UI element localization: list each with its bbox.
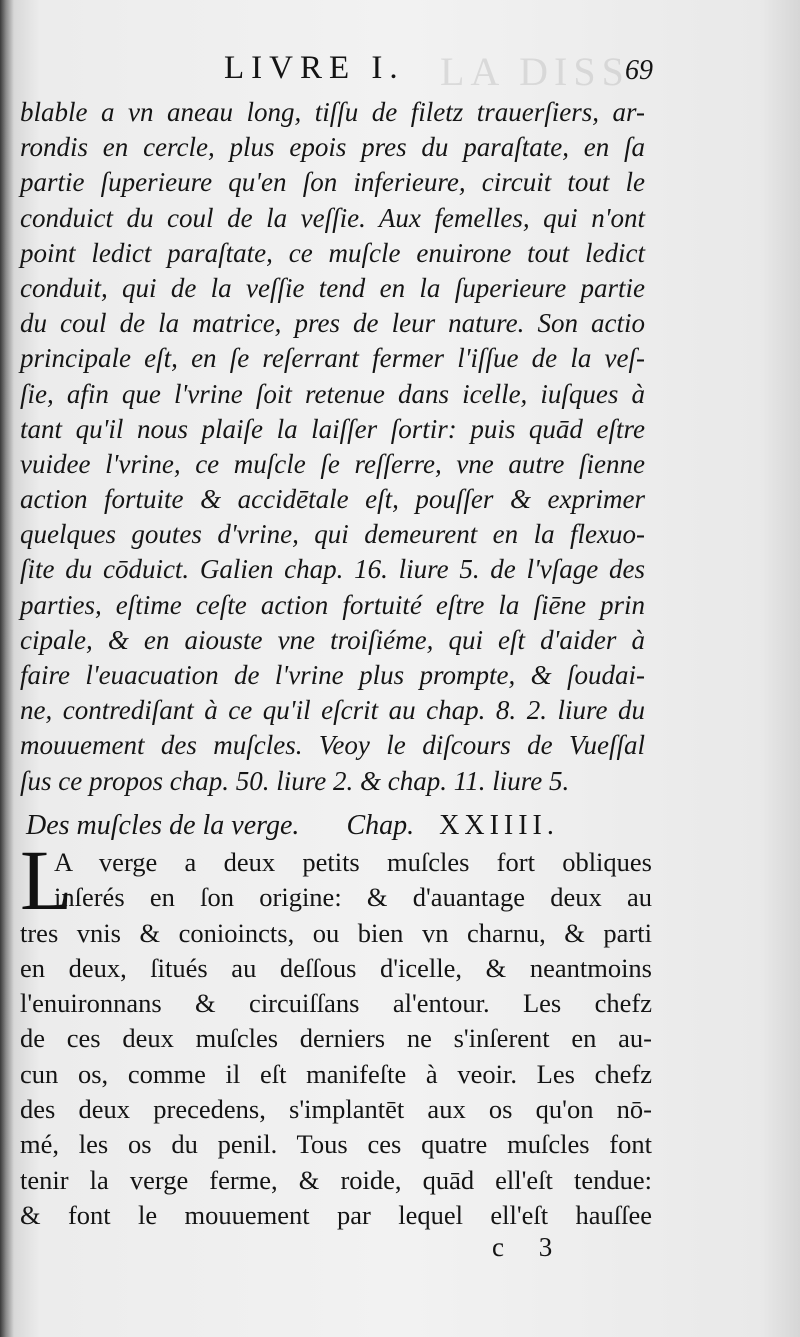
running-title: LIVRE I. bbox=[224, 50, 405, 86]
text-line: partie ſuperieure qu'en ſon inferieure, circuit tout le bbox=[20, 167, 645, 198]
text-line: blable a vn aneau long, tiſſu de filetz trauerſiers, ar- bbox=[20, 97, 645, 127]
bleed-through-text: LA DISS bbox=[440, 49, 630, 94]
text-line: faire l'euacuation de l'vrine plus prompte, & ſoudai- bbox=[20, 660, 645, 690]
body-line: A verge a deux petits muſcles fort obliques bbox=[54, 847, 652, 877]
italic-paragraph bbox=[20, 95, 645, 799]
text-line: ne, contrediſant à ce qu'il eſcrit au chap. 8. 2. liure du bbox=[20, 695, 645, 726]
text-line: action fortuite & accidētale eſt, pouſſer & exprimer bbox=[20, 484, 645, 515]
text-line: conduit, qui de la veſſie tend en la ſuperieure partie bbox=[20, 272, 645, 303]
text-line: cipale, & en aiouste vne troiſiéme, qui eſt d'aider à bbox=[20, 624, 645, 655]
body-line: de ces deux muſcles derniers ne s'inſerent en au- bbox=[20, 1023, 652, 1054]
body-line: l'enuironnans & circuiſſans al'entour. Les chefz bbox=[20, 988, 652, 1019]
body-line: tres vnis & conioincts, ou bien vn charnu, & parti bbox=[20, 917, 652, 948]
chapter-number: XXIIII. bbox=[439, 810, 559, 841]
body-line: des deux precedens, s'implantēt aux os qu'on nō- bbox=[20, 1094, 652, 1125]
signature-mark: c 3 bbox=[492, 1232, 567, 1262]
body-line: tenir la verge ferme, & roide, quād ell'eſt tendue: bbox=[20, 1164, 652, 1195]
body-paragraph bbox=[20, 845, 652, 1233]
text-line: rondis en cercle, plus epois pres du paraſtate, en ſa bbox=[20, 132, 645, 163]
text-line: principale eſt, en ſe reſerrant fermer l'iſſue de la veſ- bbox=[20, 343, 645, 374]
body-line: en deux, ſitués au deſſous d'icelle, & neantmoins bbox=[20, 952, 652, 983]
body-line: & font le mouuement par lequel ell'eſt hauſſee bbox=[20, 1199, 652, 1230]
body-line: mé, les os du penil. Tous ces quatre muſcles font bbox=[20, 1129, 652, 1160]
text-line: ſie, afin que l'vrine ſoit retenue dans icelle, iuſques à bbox=[20, 378, 645, 409]
text-line: parties, eſtime ceſte action fortuité eſtre la ſiēne prin bbox=[20, 589, 645, 620]
chapter-label: Chap. bbox=[346, 810, 415, 841]
body-line: cun os, comme il eſt manifeſte à veoir. Les chefz bbox=[20, 1058, 652, 1089]
page-number: 69 bbox=[625, 55, 653, 86]
page-header bbox=[0, 50, 800, 90]
text-line: ſite du cōduict. Galien chap. 16. liure 5. de l'vſage des bbox=[20, 554, 645, 585]
drop-cap: L bbox=[20, 832, 73, 928]
text-line: tant qu'il nous plaiſe la laiſſer ſortir: puis quād eſtre bbox=[20, 413, 645, 444]
text-line: du coul de la matrice, pres de leur nature. Son actio bbox=[20, 308, 645, 339]
body-line: inſerés en ſon origine: & d'auantage deux au bbox=[54, 882, 652, 913]
text-line: ſus ce propos chap. 50. liure 2. & chap. 11. liure 5. bbox=[20, 765, 570, 796]
text-line: point ledict paraſtate, ce muſcle enuirone tout ledict bbox=[20, 237, 645, 268]
chapter-heading bbox=[26, 810, 626, 842]
text-line: conduict du coul de la veſſie. Aux femelles, qui n'ont bbox=[20, 202, 645, 233]
chapter-title: Des muſcles de la verge. bbox=[26, 810, 300, 841]
text-line: quelques goutes d'vrine, qui demeurent en la flexuo- bbox=[20, 519, 645, 550]
text-line: vuidee l'vrine, ce muſcle ſe reſſerre, vne autre ſienne bbox=[20, 448, 645, 479]
text-line: mouuement des muſcles. Veoy le diſcours de Vueſſal bbox=[20, 730, 645, 761]
